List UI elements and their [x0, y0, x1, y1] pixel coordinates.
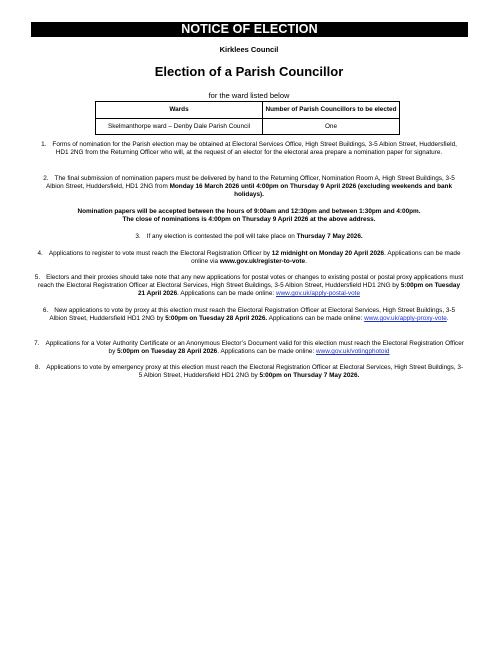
paragraph-text: . Applications can be made online:: [177, 290, 275, 298]
wards-table: [95, 101, 400, 135]
postal-vote-link[interactable]: www.gov.uk/apply-postal-vote: [275, 290, 361, 298]
nomination-hours: [34, 208, 464, 224]
paragraph-text: Applications to register to vote must reach the Electoral Registration Officer by: [48, 250, 270, 257]
paragraph-number: 3.: [135, 233, 141, 240]
deadline-text: 5:00pm on Tuesday 28 April 2026: [117, 348, 218, 356]
paragraph-7: [34, 340, 464, 356]
paragraph-bold: Thursday 7 May 2026.: [296, 233, 363, 240]
paragraph-5: [34, 274, 464, 299]
voting-photo-id-link[interactable]: www.gov.uk/votingphotoid: [316, 348, 390, 356]
paragraph-8: [34, 364, 464, 380]
deadline-text: 5:00pm on Tuesday 28 April 2026.: [165, 315, 268, 323]
council-name: Kirklees Council: [219, 45, 279, 54]
paragraph-number: 1.: [41, 141, 47, 148]
paragraph-6: [34, 307, 464, 323]
paragraph-text: Applications for a Voter Authority Certificate or an Anonymous Elector’s Document valid for this election must reach the Electoral Registration Officer by: [45, 340, 464, 356]
register-url: www.gov.uk/register-to-vote: [219, 258, 306, 266]
paragraph-number: 5.: [34, 274, 41, 281]
paragraph-text: Applications to vote by emergency proxy at this election must reach the Electoral Registration Officer at Electoral Services, High Street Buildings, 3-5 Albion Street, Huddersfield HD1 2NG by: [46, 364, 464, 380]
paragraph-text: If any election is contested the poll will take place on: [146, 233, 295, 240]
ward-cell: Skelmanthorpe ward – Denby Dale Parish Council: [96, 119, 263, 135]
paragraph-text: .: [446, 315, 449, 323]
paragraph-text: The final submission of nomination papers must be delivered by hand to the Returning Officer, Nomination Room A, High Street Buildings, 3-5 Albion Street, Huddersfield, HD1 2NG from: [45, 175, 455, 191]
paragraph-number: 6.: [42, 307, 49, 314]
paragraph-text: Applications can be made online:: [268, 315, 363, 323]
notice-banner: NOTICE OF ELECTION: [31, 22, 468, 37]
count-cell: One: [263, 119, 400, 135]
paragraph-number: 7.: [34, 340, 40, 347]
table-row: [96, 119, 400, 135]
paragraph-text: New applications to vote by proxy at this election must reach the Electoral Registration Officer at Electoral Services, High Street Buildings, 3-5 Albion Street, Huddersfield HD1 2NG by: [49, 307, 456, 323]
page-title: Election of a Parish Councillor: [154, 64, 344, 79]
paragraph-text: Electors and their proxies should take note that any new applications for postal votes or changes to existing postal or postal proxy applications must reach the Electoral Registration Officer at Electoral Services, High Street Buildings, 3-5 Albion Street, Huddersfield HD1 2NG by: [37, 274, 464, 290]
paragraph-2: [34, 175, 464, 200]
paragraph-text: . Applications can be made online via: [191, 250, 461, 266]
paragraph-bold: Monday 16 March 2026 until 4:00pm on Thursday 9 April 2026 (excluding weekends and bank holidays).: [169, 183, 453, 199]
table-header-row: [96, 102, 400, 119]
paragraph-text: . Applications can be made online:: [217, 348, 315, 356]
proxy-vote-link[interactable]: www.gov.uk/apply-proxy-vote: [364, 315, 447, 323]
councillors-header: Number of Parish Councillors to be elected: [263, 102, 400, 119]
paragraph-number: 4.: [37, 250, 43, 257]
paragraph-text: Forms of nomination for the Parish election may be obtained at Electoral Services Office, High Street Buildings, 3-5 Albion Street, Huddersfield, HD1 2NG from the Returning Officer who will, at the request of an elector for the electoral area prepare a nomination paper for signature.: [52, 141, 457, 157]
paragraph-number: 8.: [34, 364, 41, 371]
close-of-nominations-line: The close of nominations is 4:00pm on Thursday 9 April 2026 at the above address.: [122, 216, 376, 224]
paragraph-number: 2.: [43, 175, 49, 182]
deadline-text: 12 midnight on Monday 20 April 2026: [271, 250, 385, 257]
paragraph-4: [34, 250, 464, 266]
deadline-text: 5:00pm on Thursday 7 May 2026.: [259, 372, 360, 380]
paragraph-1: [34, 141, 464, 157]
deadline-text: 5:00pm on Tuesday 21 April 2026: [137, 282, 461, 298]
paragraph-3: [34, 233, 464, 241]
paragraph-text: .: [305, 258, 307, 266]
ward-subtitle: for the ward listed below: [208, 91, 290, 100]
wards-header: Wards: [96, 102, 263, 119]
nomination-hours-line: Nomination papers will be accepted between the hours of 9:00am and 12:30pm and between 1:30pm and 4:00pm.: [77, 208, 421, 215]
